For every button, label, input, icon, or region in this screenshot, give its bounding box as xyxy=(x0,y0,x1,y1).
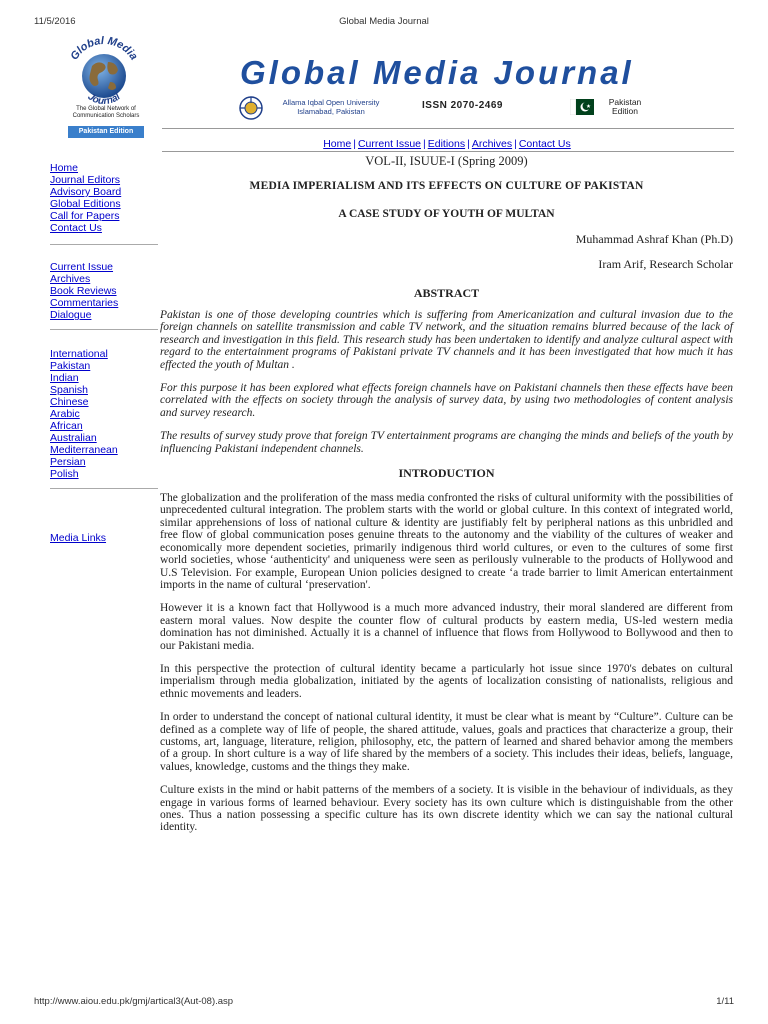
body-paragraph: In this perspective the protection of cultural identity became a particularly hot issue since 1970's debates on cultural imperialism through media globalization, initiated by the agents of localization consisting of nationalists, religious and ethnic movements and leaders. xyxy=(160,662,733,700)
university-name: Allama Iqbal Open University Islamabad, Pakistan xyxy=(282,98,380,116)
sidebar-item-call-for-papers[interactable]: Call for Papers xyxy=(50,210,120,222)
body-paragraph: The globalization and the proliferation of the mass media confronted the risks of cultural uniformity with the possibilities of unprecedented cultural integration. The problem starts with the world or global culture. In this context of integrated world, similar apprehensions of loss of national culture & identity are justifiably felt by peripheral nations as this unbridled and free flow of global communication poses genuine threats to the autonomy and the viability of the cultures of weaker and economically more dependent societies, primarily indigenous third world cultures, or even to the cultures of some first world societies, whose ‘authenticity' and uniqueness were seen as perilously vulnerable to the products of Hollywood and U.S Television. For example, European Union policies designed to create ‘a trade barrier to limit American entertainment imports in the name of cultural ‘preservation'. xyxy=(160,492,733,591)
sidebar-group-issues xyxy=(50,261,158,321)
topnav-current-issue[interactable]: Current Issue xyxy=(357,138,421,150)
sidebar-divider xyxy=(50,244,158,245)
journal-logo[interactable] xyxy=(58,36,150,140)
university-emblem-icon xyxy=(236,95,266,121)
topnav-home[interactable]: Home xyxy=(323,138,352,150)
article-content xyxy=(160,154,733,845)
sidebar-item-current-issue[interactable]: Current Issue xyxy=(50,261,114,273)
author-secondary: Iram Arif, Research Scholar xyxy=(598,257,733,271)
sidebar-item-spanish[interactable]: Spanish xyxy=(50,384,88,396)
abstract-paragraph: The results of survey study prove that foreign TV entertainment programs are changing the minds and beliefs of the youth by influencing Pakistani independent channels. xyxy=(160,430,733,455)
sidebar-item-persian[interactable]: Persian xyxy=(50,456,86,468)
print-url: http://www.aiou.edu.pk/gmj/artical3(Aut-08).asp xyxy=(34,996,234,1007)
globe-logo-icon xyxy=(58,36,150,108)
print-header xyxy=(34,16,734,30)
topnav-editions[interactable]: Editions xyxy=(427,138,466,150)
abstract-heading: ABSTRACT xyxy=(413,286,480,300)
sidebar-divider xyxy=(50,329,158,330)
article-title: MEDIA IMPERIALISM AND ITS EFFECTS ON CULTURE OF PAKISTAN xyxy=(249,180,644,192)
print-date: 11/5/2016 xyxy=(34,16,76,27)
sidebar-item-australian[interactable]: Australian xyxy=(50,432,97,444)
sidebar-item-mediterranean[interactable]: Mediterranean xyxy=(50,444,118,456)
sidebar-item-indian[interactable]: Indian xyxy=(50,372,79,384)
pakistan-edition-label: Pakistan Edition xyxy=(608,97,642,116)
sidebar-item-dialogue[interactable]: Dialogue xyxy=(50,309,92,321)
topnav-archives[interactable]: Archives xyxy=(471,138,513,150)
sidebar-item-polish[interactable]: Polish xyxy=(50,468,79,480)
sidebar-item-home[interactable]: Home xyxy=(50,162,79,174)
top-navigation: Home | Current Issue | Editions | Archives | Contact Us xyxy=(323,138,571,150)
article-subtitle: A CASE STUDY OF YOUTH OF MULTAN xyxy=(338,208,555,220)
body-paragraph: Culture exists in the mind or habit patterns of the members of a society. It is visible in the behaviour of individuals, as they engage in various forms of learned behaviour. Every society has its own culture which is distinguishable from the other ones. Thus a nation possessing a specific culture has its own discrete identity which we can say the national cultural identity. xyxy=(160,784,733,834)
author-primary: Muhammad Ashraf Khan (Ph.D) xyxy=(575,232,733,246)
sidebar-divider xyxy=(50,488,158,489)
sidebar-item-international[interactable]: International xyxy=(50,348,108,360)
sidebar-item-contact-us[interactable]: Contact Us xyxy=(50,222,102,234)
publisher-row xyxy=(236,95,666,123)
sidebar-item-pakistan[interactable]: Pakistan xyxy=(50,360,91,372)
sidebar-group-links xyxy=(50,532,158,544)
volume-issue: VOL-II, ISUUE-I (Spring 2009) xyxy=(365,154,528,168)
sidebar-item-arabic[interactable]: Arabic xyxy=(50,408,80,420)
logo-arc-top: Global Media xyxy=(68,36,140,63)
body-paragraph: In order to understand the concept of national cultural identity, it must be clear what is meant by “Culture”. Culture can be defined as a complete way of life of people, the shared attitude, values, goals and practices that characterize a group, their customs, art, language, literature, religion, philosophy, etc, the pattern of learned and shared behavior among the members of a group. In short culture is a way of life shared by the members of a society. This includes their ideas, beliefs, language, values, knowledge, customs and the things they make. xyxy=(160,711,733,773)
sidebar-item-archives[interactable]: Archives xyxy=(50,273,91,285)
sidebar xyxy=(50,162,158,544)
sidebar-item-advisory-board[interactable]: Advisory Board xyxy=(50,186,122,198)
abstract-section xyxy=(160,309,733,455)
print-page-number: 1/11 xyxy=(716,996,734,1007)
sidebar-item-media-links[interactable]: Media Links xyxy=(50,532,107,544)
sidebar-item-african[interactable]: African xyxy=(50,420,83,432)
print-page-title: Global Media Journal xyxy=(339,16,429,27)
masthead-title: Global Media Journal xyxy=(240,54,634,91)
pakistan-flag-icon xyxy=(570,99,594,115)
sidebar-item-commentaries[interactable]: Commentaries xyxy=(50,297,119,309)
abstract-paragraph: Pakistan is one of those developing countries which is suffering from Americanization and cultural invasion due to the foreign channels on satellite transmission and cable TV network, and the situation remains blurred because of the lack of research and investigation in this field. This research study has been undertaken to identify and analyze cultural aspect with regard to the entertainment programs of Pakistani private TV channels and it has been investigated that how much it has effected the youth of Multan . xyxy=(160,309,733,371)
logo-arc-bottom: Journal xyxy=(85,91,123,108)
nav-divider xyxy=(162,151,734,152)
topnav-contact-us[interactable]: Contact Us xyxy=(518,138,571,150)
sidebar-item-global-editions[interactable]: Global Editions xyxy=(50,198,121,210)
logo-tagline: The Global Network of Communication Scholars xyxy=(72,106,140,119)
sidebar-item-chinese[interactable]: Chinese xyxy=(50,396,89,408)
edition-badge: Pakistan Edition xyxy=(68,126,144,138)
issn-number: ISSN 2070-2469 xyxy=(422,100,503,111)
sidebar-item-journal-editors[interactable]: Journal Editors xyxy=(50,174,121,186)
abstract-paragraph: For this purpose it has been explored what effects foreign channels have on Pakistani channels then these effects have been correlated with the effects on society through the analysis of survey data, by using two methodologies of content analysis and survey research. xyxy=(160,382,733,419)
sidebar-group-editions xyxy=(50,348,158,480)
introduction-heading: INTRODUCTION xyxy=(398,466,495,481)
print-footer xyxy=(34,996,734,1010)
body-paragraph: However it is a known fact that Hollywood is a much more advanced industry, their moral slandered are different from eastern moral values. Now despite the counter flow of cultural products by eastern media, US-led western media domination has not diminished. Actually it is a channel of influence that flows from Hollywood to Bollywood and then to our Pakistani media. xyxy=(160,602,733,652)
sidebar-group-main xyxy=(50,162,158,234)
sidebar-item-book-reviews[interactable]: Book Reviews xyxy=(50,285,117,297)
introduction-section xyxy=(160,492,733,834)
masthead-divider xyxy=(162,128,734,134)
